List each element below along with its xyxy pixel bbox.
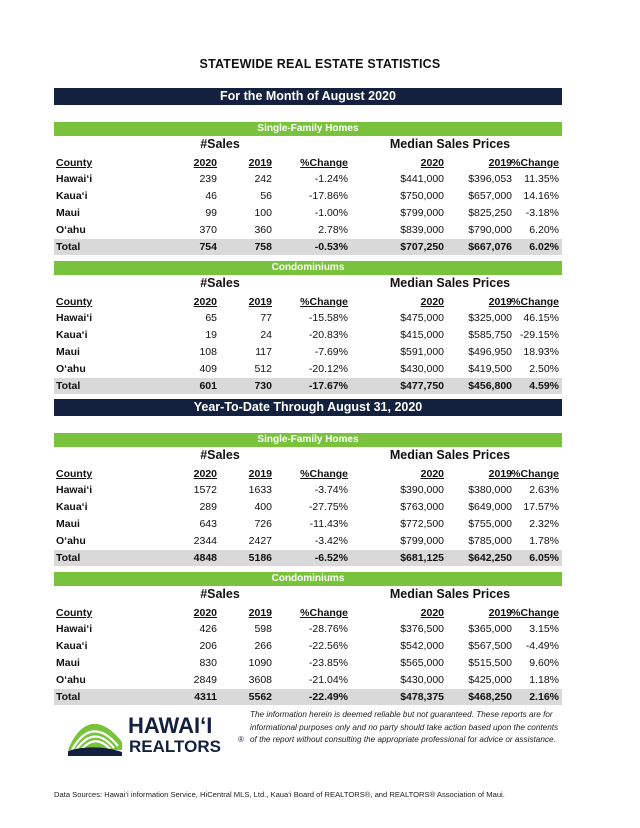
price-2019-cell: $468,250 [468, 691, 512, 703]
price-2020-cell: $591,000 [400, 346, 444, 358]
county-header: County [56, 296, 93, 308]
price-pct-change-header: %Change [511, 468, 559, 480]
sales-2019-cell: 2427 [248, 535, 272, 547]
sales-2019-cell: 512 [254, 363, 272, 375]
price-pct-change-cell: 46.15% [523, 312, 559, 324]
logo-text-hawaii: HAWAI‘I [128, 713, 213, 738]
price-2020-cell: $415,000 [400, 329, 444, 341]
price-2019-cell: $425,000 [468, 674, 512, 686]
sales-2020-cell: 1572 [193, 484, 217, 496]
price-2019-cell: $419,500 [468, 363, 512, 375]
sales-pct-change-cell: -21.04% [308, 674, 348, 686]
price-2019-header: 2019 [488, 607, 512, 619]
county-cell: Kaua‘i [56, 640, 88, 652]
price-pct-change-cell: 2.32% [529, 518, 559, 530]
price-2020-cell: $542,000 [400, 640, 444, 652]
sales-pct-change-header: %Change [300, 607, 348, 619]
county-cell: Total [56, 380, 81, 392]
price-pct-change-cell: 2.50% [529, 363, 559, 375]
sales-2020-cell: 601 [199, 380, 217, 392]
sales-group-title: #Sales [200, 587, 240, 601]
price-2020-header: 2020 [420, 157, 444, 169]
price-2019-header: 2019 [488, 296, 512, 308]
total-row [54, 239, 562, 255]
price-2019-cell: $649,000 [468, 501, 512, 513]
price-2020-cell: $477,750 [400, 380, 444, 392]
county-cell: Maui [56, 346, 80, 358]
sales-pct-change-cell: -17.86% [308, 190, 348, 202]
data-sources: Data Sources: Hawai‘i information Service, HiCentral MLS, Ltd., Kaua‘i Board of REALTORS®, and REALTORS® Association of Maui. [54, 790, 505, 799]
county-cell: Hawai‘i [56, 312, 93, 324]
price-pct-change-cell: 3.15% [529, 623, 559, 635]
sales-pct-change-header: %Change [300, 157, 348, 169]
price-2019-cell: $657,000 [468, 190, 512, 202]
price-2019-cell: $396,053 [468, 173, 512, 185]
property-type-banner: Single-Family Homes [54, 433, 562, 447]
price-2020-cell: $772,500 [400, 518, 444, 530]
table-row [54, 482, 562, 498]
prices-group-title: Median Sales Prices [389, 276, 511, 290]
county-cell: Hawai‘i [56, 173, 93, 185]
county-cell: Total [56, 241, 81, 253]
period-banner: Year-To-Date Through August 31, 2020 [54, 399, 562, 416]
price-2020-header: 2020 [420, 607, 444, 619]
price-2020-cell: $390,000 [400, 484, 444, 496]
sales-2020-header: 2020 [193, 607, 217, 619]
sales-pct-change-cell: -3.42% [314, 535, 348, 547]
prices-group-title: Median Sales Prices [389, 587, 511, 601]
period-banner: For the Month of August 2020 [54, 88, 562, 105]
price-2020-cell: $839,000 [400, 224, 444, 236]
sales-pct-change-cell: 2.78% [318, 224, 348, 236]
price-pct-change-cell: 6.05% [529, 552, 559, 564]
sales-2020-cell: 108 [199, 346, 217, 358]
price-2019-header: 2019 [488, 468, 512, 480]
sales-2019-header: 2019 [248, 157, 272, 169]
price-2019-cell: $790,000 [468, 224, 512, 236]
sales-2019-header: 2019 [248, 468, 272, 480]
sales-pct-change-cell: -17.67% [308, 380, 348, 392]
sales-2020-cell: 409 [199, 363, 217, 375]
price-2020-cell: $763,000 [400, 501, 444, 513]
price-pct-change-cell: 6.20% [529, 224, 559, 236]
price-pct-change-cell: 4.59% [529, 380, 559, 392]
price-pct-change-cell: 11.35% [524, 173, 559, 185]
sales-2020-cell: 99 [205, 207, 217, 219]
price-2020-cell: $799,000 [400, 207, 444, 219]
prices-group-title: Median Sales Prices [389, 448, 511, 462]
price-2019-cell: $365,000 [468, 623, 512, 635]
sales-pct-change-cell: -22.56% [308, 640, 348, 652]
sales-pct-change-cell: -23.85% [308, 657, 348, 669]
sales-2020-cell: 239 [199, 173, 217, 185]
sales-pct-change-cell: -3.74% [314, 484, 348, 496]
sales-pct-change-cell: -1.00% [314, 207, 348, 219]
sales-pct-change-cell: -11.43% [309, 518, 348, 530]
county-cell: O‘ahu [56, 535, 86, 547]
table-row [54, 499, 562, 515]
price-pct-change-cell: -4.49% [525, 640, 559, 652]
sales-2019-cell: 360 [254, 224, 272, 236]
sales-group-title: #Sales [200, 276, 240, 290]
price-pct-change-cell: -3.18% [525, 207, 559, 219]
table-row [54, 516, 562, 532]
sales-2020-header: 2020 [193, 468, 217, 480]
sales-2020-cell: 370 [199, 224, 217, 236]
page-title: STATEWIDE REAL ESTATE STATISTICS [199, 57, 441, 71]
price-2020-cell: $565,000 [400, 657, 444, 669]
county-header: County [56, 468, 93, 480]
price-2020-cell: $441,000 [400, 173, 444, 185]
sales-pct-change-header: %Change [300, 296, 348, 308]
county-cell: O‘ahu [56, 674, 86, 686]
price-2019-header: 2019 [488, 157, 512, 169]
price-2019-cell: $642,250 [468, 552, 512, 564]
table-row [54, 188, 562, 204]
price-pct-change-cell: 2.63% [529, 484, 559, 496]
sales-2020-cell: 2344 [193, 535, 217, 547]
price-pct-change-cell: 6.02% [529, 241, 559, 253]
registered-mark: ® [238, 735, 244, 744]
sales-2019-cell: 730 [254, 380, 272, 392]
sales-2019-cell: 5562 [248, 691, 272, 703]
sales-pct-change-cell: -20.83% [308, 329, 348, 341]
sales-pct-change-cell: -22.49% [308, 691, 348, 703]
table-row [54, 171, 562, 187]
county-cell: Hawai‘i [56, 623, 93, 635]
sales-2019-header: 2019 [248, 296, 272, 308]
price-pct-change-cell: 1.18% [529, 674, 559, 686]
mountain-icon [68, 724, 122, 756]
property-type-banner: Single-Family Homes [54, 122, 562, 136]
prices-group-title: Median Sales Prices [389, 137, 511, 151]
price-2020-cell: $750,000 [400, 190, 444, 202]
price-2019-cell: $380,000 [468, 484, 512, 496]
total-row [54, 378, 562, 394]
price-2020-cell: $799,000 [400, 535, 444, 547]
price-2020-cell: $681,125 [400, 552, 444, 564]
price-pct-change-cell: 18.93% [523, 346, 559, 358]
table-row [54, 672, 562, 688]
price-pct-change-header: %Change [511, 157, 559, 169]
price-pct-change-header: %Change [511, 296, 559, 308]
sales-2019-cell: 100 [254, 207, 272, 219]
sales-2019-cell: 3608 [248, 674, 272, 686]
sales-2019-cell: 5186 [248, 552, 272, 564]
table-header-row [54, 156, 562, 170]
sales-2020-cell: 754 [199, 241, 217, 253]
sales-pct-change-cell: -28.76% [308, 623, 348, 635]
sales-2019-cell: 266 [254, 640, 272, 652]
price-2020-cell: $707,250 [400, 241, 444, 253]
county-header: County [56, 607, 93, 619]
sales-2020-cell: 289 [199, 501, 217, 513]
table-row [54, 638, 562, 654]
sales-2019-cell: 726 [254, 518, 272, 530]
sales-2019-header: 2019 [248, 607, 272, 619]
sales-2019-cell: 56 [260, 190, 272, 202]
price-2020-cell: $430,000 [400, 363, 444, 375]
sales-2019-cell: 758 [254, 241, 272, 253]
property-type-banner: Condominiums [54, 572, 562, 586]
sales-pct-change-cell: -7.69% [314, 346, 348, 358]
table-header-row [54, 295, 562, 309]
sales-2019-cell: 242 [254, 173, 272, 185]
table-row [54, 344, 562, 360]
sales-2020-header: 2020 [193, 296, 217, 308]
table-row [54, 222, 562, 238]
price-2019-cell: $667,076 [468, 241, 512, 253]
sales-2020-cell: 643 [199, 518, 217, 530]
price-2019-cell: $567,500 [468, 640, 512, 652]
county-cell: Hawai‘i [56, 484, 93, 496]
price-pct-change-cell: -29.15% [519, 329, 559, 341]
price-2020-cell: $475,000 [400, 312, 444, 324]
price-2019-cell: $456,800 [468, 380, 512, 392]
county-cell: Total [56, 691, 81, 703]
sales-pct-change-cell: -27.75% [308, 501, 348, 513]
table-header-row [54, 467, 562, 481]
price-pct-change-header: %Change [511, 607, 559, 619]
price-2020-cell: $376,500 [400, 623, 444, 635]
table-header-row [54, 606, 562, 620]
table-row [54, 533, 562, 549]
hawaii-realtors-logo [66, 706, 246, 758]
price-2019-cell: $515,500 [468, 657, 512, 669]
price-2019-cell: $785,000 [468, 535, 512, 547]
county-cell: Maui [56, 518, 80, 530]
table-row [54, 655, 562, 671]
price-2020-cell: $430,000 [400, 674, 444, 686]
price-2019-cell: $325,000 [468, 312, 512, 324]
county-cell: O‘ahu [56, 224, 86, 236]
table-row [54, 310, 562, 326]
price-pct-change-cell: 14.16% [523, 190, 559, 202]
table-row [54, 327, 562, 343]
table-row [54, 361, 562, 377]
county-cell: Maui [56, 207, 80, 219]
county-cell: Kaua‘i [56, 190, 88, 202]
sales-2020-cell: 46 [205, 190, 217, 202]
price-2020-cell: $478,375 [400, 691, 444, 703]
sales-2020-cell: 65 [205, 312, 217, 324]
county-cell: Total [56, 552, 81, 564]
price-pct-change-cell: 1.78% [529, 535, 559, 547]
sales-2019-cell: 1633 [248, 484, 272, 496]
table-row [54, 621, 562, 637]
sales-group-title: #Sales [200, 137, 240, 151]
price-2019-cell: $825,250 [468, 207, 512, 219]
total-row [54, 550, 562, 566]
sales-pct-change-header: %Change [300, 468, 348, 480]
property-type-banner: Condominiums [54, 261, 562, 275]
sales-group-title: #Sales [200, 448, 240, 462]
sales-2019-cell: 1090 [248, 657, 272, 669]
sales-2019-cell: 598 [254, 623, 272, 635]
sales-2019-cell: 24 [260, 329, 272, 341]
total-row [54, 689, 562, 705]
disclaimer-text: The information herein is deemed reliable but not guaranteed. These reports are for informational purposes only and no party should take action based upon the contents of the report without consulting the appropriate professional for advice or assistance. [250, 710, 559, 745]
sales-pct-change-cell: -0.53% [314, 241, 348, 253]
price-2019-cell: $585,750 [468, 329, 512, 341]
county-cell: Kaua‘i [56, 329, 88, 341]
sales-2020-cell: 4311 [194, 691, 217, 703]
sales-pct-change-cell: -15.58% [308, 312, 348, 324]
sales-2020-cell: 2849 [193, 674, 217, 686]
sales-2019-cell: 117 [255, 346, 272, 358]
price-2020-header: 2020 [420, 468, 444, 480]
logo-text-realtors: REALTORS [129, 737, 221, 756]
county-cell: O‘ahu [56, 363, 86, 375]
sales-2019-cell: 77 [260, 312, 272, 324]
price-2020-header: 2020 [420, 296, 444, 308]
sales-2020-cell: 830 [199, 657, 217, 669]
sales-2020-cell: 19 [205, 329, 217, 341]
sales-2020-cell: 426 [199, 623, 217, 635]
sales-2019-cell: 400 [254, 501, 272, 513]
sales-2020-header: 2020 [193, 157, 217, 169]
sales-pct-change-cell: -6.52% [314, 552, 348, 564]
sales-2020-cell: 206 [199, 640, 217, 652]
sales-2020-cell: 4848 [193, 552, 217, 564]
price-pct-change-cell: 17.57% [523, 501, 559, 513]
county-cell: Maui [56, 657, 80, 669]
county-header: County [56, 157, 93, 169]
price-pct-change-cell: 2.16% [529, 691, 559, 703]
sales-pct-change-cell: -20.12% [308, 363, 348, 375]
price-2019-cell: $496,950 [468, 346, 512, 358]
price-pct-change-cell: 9.60% [529, 657, 559, 669]
county-cell: Kaua‘i [56, 501, 88, 513]
price-2019-cell: $755,000 [468, 518, 512, 530]
sales-pct-change-cell: -1.24% [314, 173, 348, 185]
table-row [54, 205, 562, 221]
